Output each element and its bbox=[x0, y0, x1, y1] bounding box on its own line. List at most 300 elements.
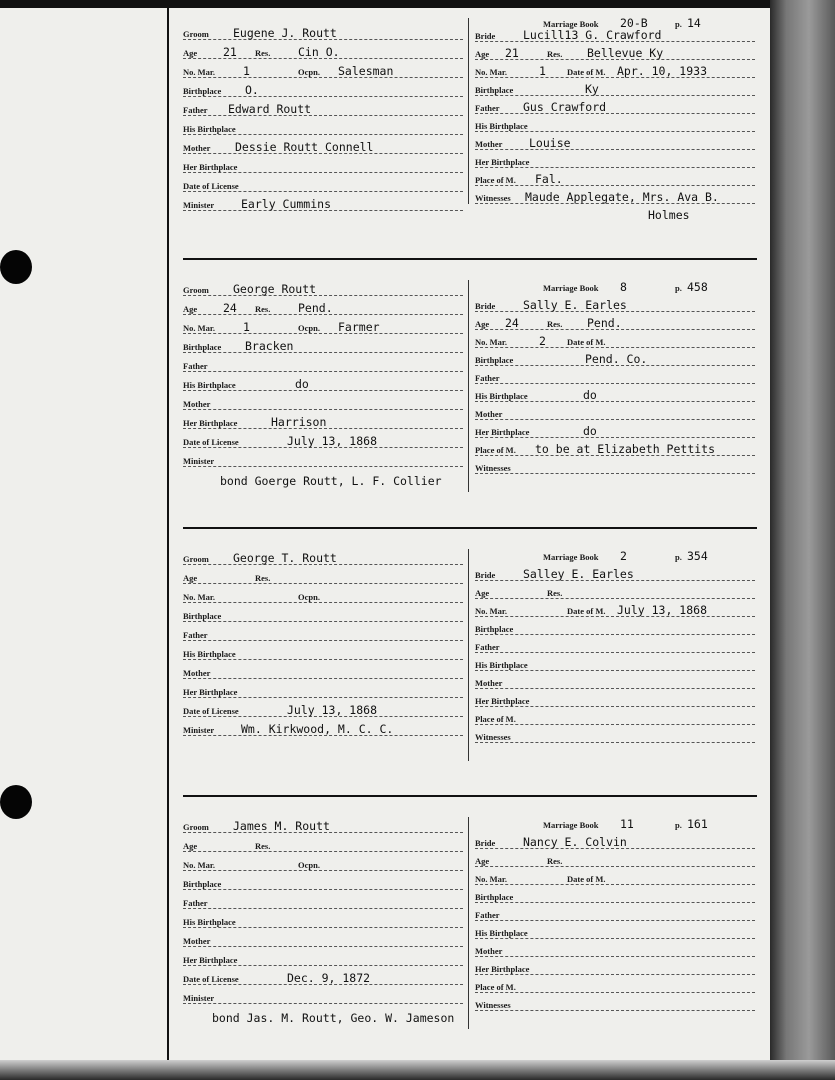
field-label: Date of License bbox=[183, 974, 239, 984]
field-underline bbox=[183, 602, 463, 603]
field-underline bbox=[475, 383, 755, 384]
groom-value: Wm. Kirkwood, M. C. C. bbox=[241, 722, 394, 736]
field-label: Ocpn. bbox=[298, 592, 320, 602]
field-label: No. Mar. bbox=[475, 337, 508, 347]
field-label: Age bbox=[183, 48, 198, 58]
punch-hole bbox=[0, 250, 32, 284]
field-label: Ocpn. bbox=[298, 67, 320, 77]
groom-field-row bbox=[183, 81, 463, 98]
field-label: Birthplace bbox=[475, 85, 514, 95]
field-label: Marriage Book bbox=[543, 283, 599, 293]
field-underline bbox=[475, 401, 755, 402]
groom-value: Bracken bbox=[245, 339, 294, 353]
groom-field-row bbox=[183, 195, 463, 212]
punch-hole bbox=[0, 785, 32, 819]
groom-field-row bbox=[183, 280, 463, 297]
field-label: Age bbox=[475, 319, 490, 329]
field-underline bbox=[475, 670, 755, 671]
bride-field-row bbox=[475, 869, 755, 886]
field-label: Marriage Book bbox=[543, 552, 599, 562]
bride-value: Pend. Co. bbox=[585, 352, 648, 366]
bride-field-row bbox=[475, 422, 755, 439]
field-label: Groom bbox=[183, 285, 209, 295]
field-label: Place of M. bbox=[475, 714, 516, 724]
bride-field-row bbox=[475, 116, 755, 133]
groom-field-row bbox=[183, 836, 463, 853]
column-divider bbox=[468, 280, 469, 492]
bride-field-row bbox=[475, 350, 755, 367]
field-label: Res. bbox=[255, 573, 271, 583]
field-label: Bride bbox=[475, 301, 496, 311]
bride-field-row bbox=[475, 977, 755, 994]
field-label: Groom bbox=[183, 29, 209, 39]
field-label: Groom bbox=[183, 822, 209, 832]
field-label: Birthplace bbox=[183, 86, 222, 96]
field-label: p. bbox=[675, 19, 682, 29]
groom-field-row bbox=[183, 318, 463, 335]
field-underline bbox=[183, 333, 463, 334]
bride-field-row bbox=[475, 188, 755, 205]
bride-value: 2 bbox=[539, 334, 546, 348]
field-label: Minister bbox=[183, 456, 215, 466]
bride-field-row bbox=[475, 637, 755, 654]
field-label: Bride bbox=[475, 31, 496, 41]
bride-field-row bbox=[475, 727, 755, 744]
groom-value: Eugene J. Routt bbox=[233, 26, 337, 40]
field-label: Res. bbox=[255, 304, 271, 314]
marriage-book-row bbox=[475, 815, 755, 832]
groom-field-row bbox=[183, 817, 463, 834]
groom-field-row bbox=[183, 394, 463, 411]
field-label: Witnesses bbox=[475, 732, 511, 742]
bride-field-row bbox=[475, 368, 755, 385]
field-underline bbox=[183, 96, 463, 97]
field-label: Her Birthplace bbox=[475, 964, 530, 974]
bride-field-row bbox=[475, 332, 755, 349]
bride-value: 21 bbox=[505, 46, 519, 60]
groom-value: 1 bbox=[243, 320, 250, 334]
field-underline bbox=[475, 956, 755, 957]
groom-value: 24 bbox=[223, 301, 237, 315]
groom-field-row bbox=[183, 375, 463, 392]
groom-field-row bbox=[183, 701, 463, 718]
field-label: Father bbox=[475, 910, 500, 920]
bond-note: bond Jas. M. Routt, Geo. W. Jameson bbox=[212, 1011, 455, 1025]
field-label: Mother bbox=[183, 143, 211, 153]
record-entry bbox=[170, 795, 770, 1060]
groom-field-row bbox=[183, 682, 463, 699]
bride-field-row bbox=[475, 833, 755, 850]
groom-value: Farmer bbox=[338, 320, 380, 334]
groom-value: George T. Routt bbox=[233, 551, 337, 565]
field-underline bbox=[183, 466, 463, 467]
field-underline bbox=[475, 652, 755, 653]
bride-value: Louise bbox=[529, 136, 571, 150]
field-label: Res. bbox=[255, 48, 271, 58]
groom-field-row bbox=[183, 176, 463, 193]
bride-field-row bbox=[475, 170, 755, 187]
groom-value: O. bbox=[245, 83, 259, 97]
field-label: His Birthplace bbox=[183, 917, 236, 927]
field-label: Res. bbox=[547, 856, 563, 866]
field-underline bbox=[183, 621, 463, 622]
field-label: No. Mar. bbox=[183, 860, 216, 870]
field-underline bbox=[475, 347, 755, 348]
marriage-book-number: 8 bbox=[620, 280, 627, 294]
field-underline bbox=[183, 134, 463, 135]
field-underline bbox=[475, 938, 755, 939]
marriage-book-number: 20-B bbox=[620, 16, 648, 30]
field-underline bbox=[183, 77, 463, 78]
bride-field-row bbox=[475, 691, 755, 708]
witnesses-continued: Holmes bbox=[648, 208, 690, 222]
field-label: Date of M. bbox=[567, 67, 606, 77]
groom-field-row bbox=[183, 157, 463, 174]
bride-field-row bbox=[475, 26, 755, 43]
field-underline bbox=[183, 640, 463, 641]
groom-value: Cin O. bbox=[298, 45, 340, 59]
field-label: Bride bbox=[475, 838, 496, 848]
field-label: No. Mar. bbox=[475, 606, 508, 616]
record-entry bbox=[170, 258, 770, 527]
field-underline bbox=[183, 851, 463, 852]
bride-field-row bbox=[475, 673, 755, 690]
groom-field-row bbox=[183, 549, 463, 566]
field-label: Her Birthplace bbox=[183, 955, 238, 965]
marriage-book-page: 14 bbox=[687, 16, 701, 30]
record-divider bbox=[183, 795, 757, 797]
field-label: Witnesses bbox=[475, 1000, 511, 1010]
field-label: Date of M. bbox=[567, 874, 606, 884]
groom-value: Salesman bbox=[338, 64, 394, 78]
groom-field-row bbox=[183, 950, 463, 967]
field-label: His Birthplace bbox=[475, 121, 528, 131]
field-label: Groom bbox=[183, 554, 209, 564]
groom-field-row bbox=[183, 119, 463, 136]
bride-field-row bbox=[475, 152, 755, 169]
field-label: Birthplace bbox=[183, 342, 222, 352]
field-underline bbox=[475, 1010, 755, 1011]
field-underline bbox=[183, 115, 463, 116]
field-label: Place of M. bbox=[475, 982, 516, 992]
groom-field-row bbox=[183, 969, 463, 986]
field-underline bbox=[475, 167, 755, 168]
field-label: No. Mar. bbox=[475, 67, 508, 77]
groom-value: James M. Routt bbox=[233, 819, 330, 833]
field-underline bbox=[183, 678, 463, 679]
groom-field-row bbox=[183, 625, 463, 642]
bride-field-row bbox=[475, 458, 755, 475]
field-underline bbox=[475, 706, 755, 707]
field-underline bbox=[475, 598, 755, 599]
field-label: Bride bbox=[475, 570, 496, 580]
field-underline bbox=[475, 920, 755, 921]
groom-value: 1 bbox=[243, 64, 250, 78]
column-divider bbox=[468, 549, 469, 761]
groom-field-row bbox=[183, 24, 463, 41]
groom-field-row bbox=[183, 874, 463, 891]
bride-value: to be at Elizabeth Pettits bbox=[535, 442, 716, 456]
bride-value: Maude Applegate, Mrs. Ava B. bbox=[525, 190, 719, 204]
field-label: Res. bbox=[255, 841, 271, 851]
bride-field-row bbox=[475, 404, 755, 421]
groom-field-row bbox=[183, 855, 463, 872]
field-underline bbox=[183, 946, 463, 947]
field-label: Age bbox=[183, 841, 198, 851]
field-label: Minister bbox=[183, 993, 215, 1003]
field-label: Date of License bbox=[183, 706, 239, 716]
field-underline bbox=[475, 95, 755, 96]
field-label: Her Birthplace bbox=[183, 162, 238, 172]
marriage-book-page: 161 bbox=[687, 817, 708, 831]
bride-value: Gus Crawford bbox=[523, 100, 607, 114]
field-label: Res. bbox=[547, 49, 563, 59]
field-label: Date of M. bbox=[567, 337, 606, 347]
bride-field-row bbox=[475, 134, 755, 151]
bride-field-row bbox=[475, 941, 755, 958]
field-label: Her Birthplace bbox=[475, 427, 530, 437]
field-underline bbox=[183, 1003, 463, 1004]
field-label: Her Birthplace bbox=[475, 696, 530, 706]
groom-value: do bbox=[295, 377, 309, 391]
field-label: Ocpn. bbox=[298, 323, 320, 333]
field-label: Ocpn. bbox=[298, 860, 320, 870]
field-label: Her Birthplace bbox=[183, 418, 238, 428]
field-underline bbox=[475, 724, 755, 725]
bride-value: do bbox=[583, 424, 597, 438]
field-underline bbox=[183, 295, 463, 296]
groom-field-row bbox=[183, 451, 463, 468]
bride-field-row bbox=[475, 851, 755, 868]
field-label: His Birthplace bbox=[475, 391, 528, 401]
record-divider bbox=[183, 258, 757, 260]
field-label: Mother bbox=[475, 139, 503, 149]
bride-field-row bbox=[475, 619, 755, 636]
scan-bottom-edge bbox=[0, 1060, 835, 1080]
field-label: His Birthplace bbox=[183, 649, 236, 659]
field-label: Father bbox=[183, 630, 208, 640]
field-label: Her Birthplace bbox=[183, 687, 238, 697]
field-label: Mother bbox=[475, 678, 503, 688]
bride-value: Nancy E. Colvin bbox=[523, 835, 627, 849]
bride-field-row bbox=[475, 709, 755, 726]
field-label: Date of License bbox=[183, 437, 239, 447]
groom-field-row bbox=[183, 568, 463, 585]
groom-value: Harrison bbox=[271, 415, 327, 429]
field-underline bbox=[475, 131, 755, 132]
bride-field-row bbox=[475, 314, 755, 331]
field-underline bbox=[183, 371, 463, 372]
field-underline bbox=[475, 902, 755, 903]
bride-field-row bbox=[475, 565, 755, 582]
field-label: Witnesses bbox=[475, 463, 511, 473]
field-label: No. Mar. bbox=[183, 592, 216, 602]
bride-value: July 13, 1868 bbox=[617, 603, 708, 617]
bride-value: Ky bbox=[585, 82, 599, 96]
groom-field-row bbox=[183, 299, 463, 316]
bride-field-row bbox=[475, 62, 755, 79]
field-label: Father bbox=[475, 642, 500, 652]
groom-field-row bbox=[183, 413, 463, 430]
field-underline bbox=[475, 688, 755, 689]
groom-field-row bbox=[183, 587, 463, 604]
bride-value: Lucill13 G. Crawford bbox=[523, 28, 662, 42]
bride-field-row bbox=[475, 959, 755, 976]
groom-field-row bbox=[183, 912, 463, 929]
field-underline bbox=[183, 908, 463, 909]
marriage-book-number: 11 bbox=[620, 817, 634, 831]
field-underline bbox=[183, 927, 463, 928]
groom-field-row bbox=[183, 931, 463, 948]
field-underline bbox=[475, 419, 755, 420]
field-label: Father bbox=[183, 105, 208, 115]
field-label: p. bbox=[675, 552, 682, 562]
field-label: No. Mar. bbox=[183, 67, 216, 77]
field-label: Date of License bbox=[183, 181, 239, 191]
field-label: Minister bbox=[183, 200, 215, 210]
bride-value: Pend. bbox=[587, 316, 622, 330]
binding-rule bbox=[167, 8, 169, 1060]
bride-field-row bbox=[475, 655, 755, 672]
field-label: Birthplace bbox=[183, 611, 222, 621]
field-underline bbox=[475, 616, 755, 617]
bride-value: 1 bbox=[539, 64, 546, 78]
groom-field-row bbox=[183, 43, 463, 60]
field-label: His Birthplace bbox=[183, 380, 236, 390]
field-label: Birthplace bbox=[475, 624, 514, 634]
field-underline bbox=[475, 634, 755, 635]
groom-value: July 13, 1868 bbox=[287, 703, 378, 717]
field-label: Mother bbox=[475, 946, 503, 956]
field-label: Mother bbox=[183, 936, 211, 946]
field-underline bbox=[475, 742, 755, 743]
field-label: Place of M. bbox=[475, 445, 516, 455]
field-label: His Birthplace bbox=[183, 124, 236, 134]
groom-field-row bbox=[183, 432, 463, 449]
groom-field-row bbox=[183, 720, 463, 737]
groom-field-row bbox=[183, 606, 463, 623]
bride-field-row bbox=[475, 440, 755, 457]
bride-value: Sally E. Earles bbox=[523, 298, 627, 312]
marriage-book-page: 354 bbox=[687, 549, 708, 563]
field-label: p. bbox=[675, 283, 682, 293]
groom-value: 21 bbox=[223, 45, 237, 59]
column-divider bbox=[468, 817, 469, 1029]
field-underline bbox=[183, 965, 463, 966]
field-label: Mother bbox=[475, 409, 503, 419]
groom-field-row bbox=[183, 337, 463, 354]
groom-value: Pend. bbox=[298, 301, 333, 315]
field-underline bbox=[183, 659, 463, 660]
groom-field-row bbox=[183, 988, 463, 1005]
field-label: No. Mar. bbox=[183, 323, 216, 333]
field-underline bbox=[183, 172, 463, 173]
field-label: Birthplace bbox=[475, 355, 514, 365]
field-underline bbox=[183, 352, 463, 353]
marriage-book-page: 458 bbox=[687, 280, 708, 294]
record-entry bbox=[170, 0, 770, 258]
groom-field-row bbox=[183, 644, 463, 661]
bride-field-row bbox=[475, 386, 755, 403]
field-underline bbox=[475, 974, 755, 975]
bride-field-row bbox=[475, 80, 755, 97]
field-underline bbox=[183, 583, 463, 584]
field-label: Father bbox=[475, 103, 500, 113]
scan-right-edge bbox=[770, 0, 835, 1080]
bride-field-row bbox=[475, 98, 755, 115]
bond-note: bond Goerge Routt, L. F. Collier bbox=[220, 474, 442, 488]
bride-field-row bbox=[475, 583, 755, 600]
field-label: Age bbox=[475, 49, 490, 59]
field-underline bbox=[475, 884, 755, 885]
field-label: Mother bbox=[183, 668, 211, 678]
bride-value: Apr. 10, 1933 bbox=[617, 64, 708, 78]
field-label: Place of M. bbox=[475, 175, 516, 185]
record-divider bbox=[183, 527, 757, 529]
groom-value: July 13, 1868 bbox=[287, 434, 378, 448]
field-underline bbox=[183, 697, 463, 698]
field-label: Marriage Book bbox=[543, 820, 599, 830]
field-label: Date of M. bbox=[567, 606, 606, 616]
bride-value: 24 bbox=[505, 316, 519, 330]
field-label: Witnesses bbox=[475, 193, 511, 203]
field-label: Minister bbox=[183, 725, 215, 735]
bride-field-row bbox=[475, 923, 755, 940]
bride-field-row bbox=[475, 995, 755, 1012]
field-label: Res. bbox=[547, 319, 563, 329]
field-underline bbox=[183, 191, 463, 192]
field-label: His Birthplace bbox=[475, 660, 528, 670]
field-label: Age bbox=[475, 588, 490, 598]
field-label: Age bbox=[183, 573, 198, 583]
groom-value: Dessie Routt Connell bbox=[235, 140, 374, 154]
bride-field-row bbox=[475, 905, 755, 922]
bride-value: Salley E. Earles bbox=[523, 567, 634, 581]
groom-field-row bbox=[183, 663, 463, 680]
field-label: Father bbox=[183, 898, 208, 908]
groom-value: George Routt bbox=[233, 282, 317, 296]
field-underline bbox=[183, 870, 463, 871]
groom-value: Edward Routt bbox=[228, 102, 312, 116]
field-label: Birthplace bbox=[183, 879, 222, 889]
field-label: His Birthplace bbox=[475, 928, 528, 938]
field-underline bbox=[183, 409, 463, 410]
groom-field-row bbox=[183, 893, 463, 910]
field-label: Marriage Book bbox=[543, 19, 599, 29]
bride-value: do bbox=[583, 388, 597, 402]
field-label: Age bbox=[475, 856, 490, 866]
field-underline bbox=[475, 992, 755, 993]
column-divider bbox=[468, 18, 469, 204]
field-underline bbox=[475, 113, 755, 114]
groom-value: Dec. 9, 1872 bbox=[287, 971, 371, 985]
bride-field-row bbox=[475, 887, 755, 904]
groom-field-row bbox=[183, 356, 463, 373]
field-label: Age bbox=[183, 304, 198, 314]
field-underline bbox=[183, 889, 463, 890]
field-underline bbox=[475, 866, 755, 867]
bride-field-row bbox=[475, 44, 755, 61]
bride-value: Bellevue Ky bbox=[587, 46, 664, 60]
field-label: Her Birthplace bbox=[475, 157, 530, 167]
record-entry bbox=[170, 527, 770, 795]
field-label: Mother bbox=[183, 399, 211, 409]
field-underline bbox=[475, 149, 755, 150]
marriage-book-number: 2 bbox=[620, 549, 627, 563]
field-label: Res. bbox=[547, 588, 563, 598]
field-underline bbox=[475, 437, 755, 438]
field-label: No. Mar. bbox=[475, 874, 508, 884]
